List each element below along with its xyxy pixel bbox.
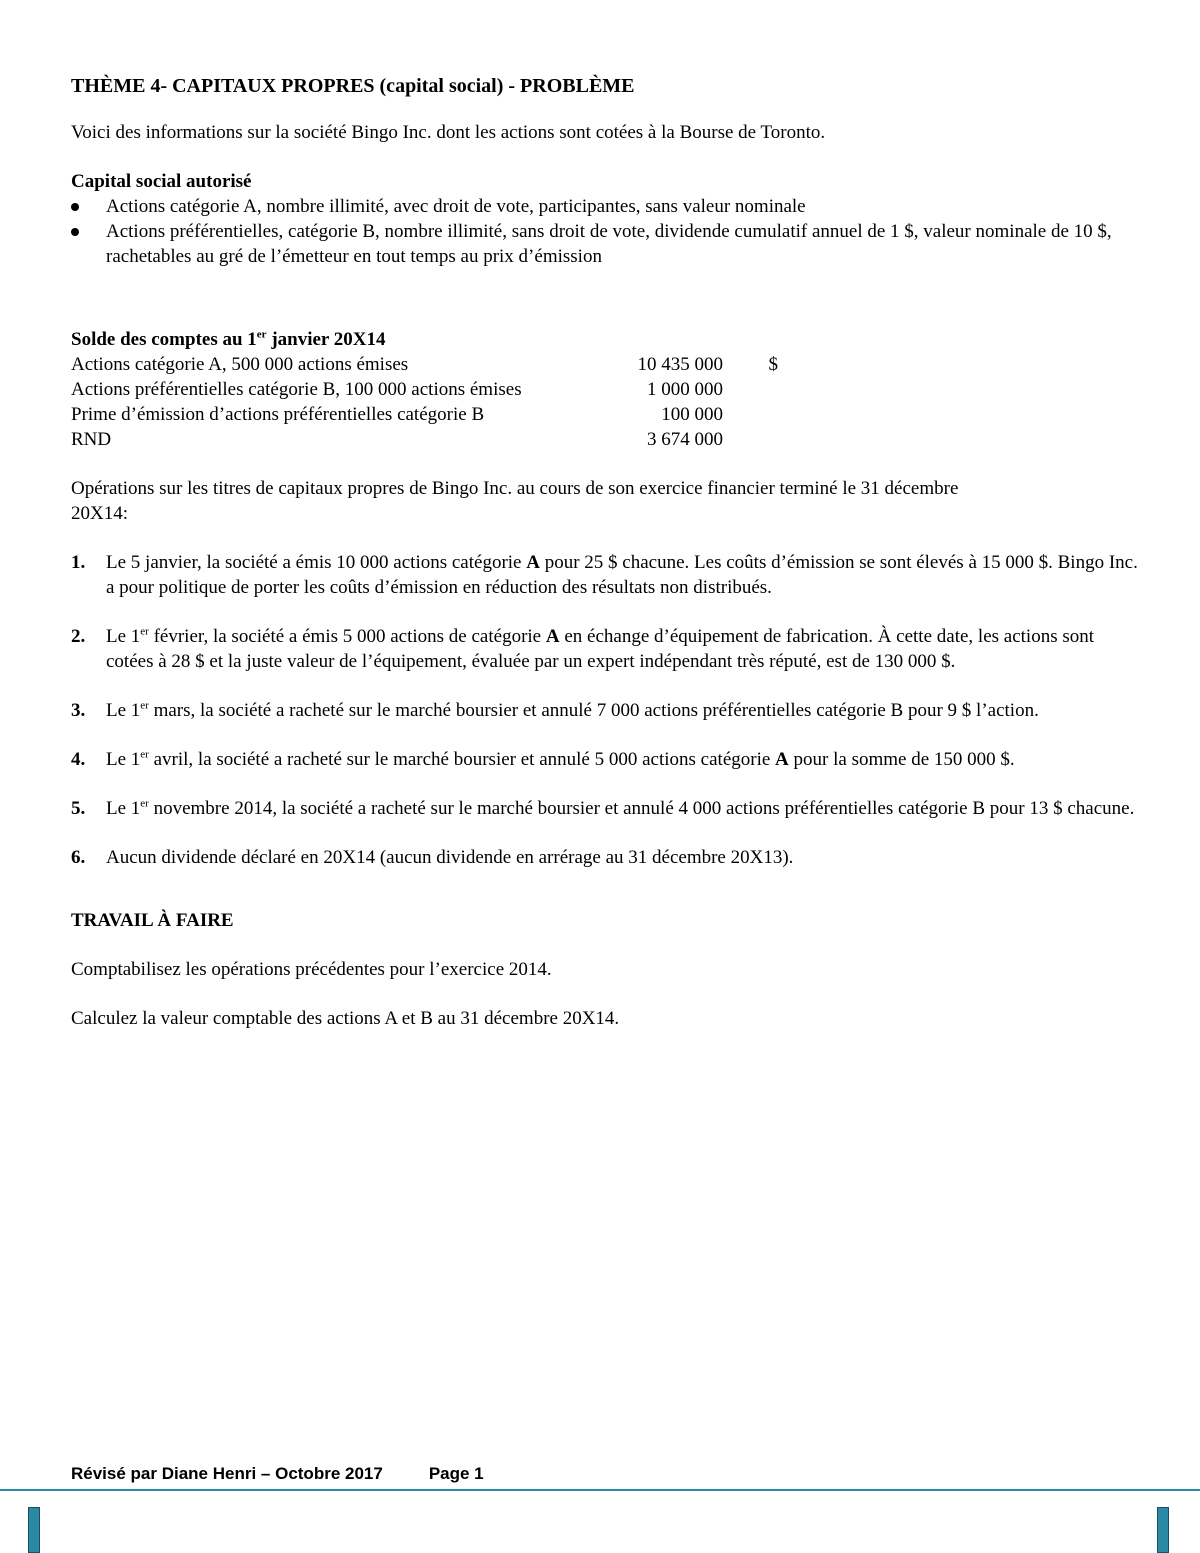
operation-item: [71, 698, 1141, 723]
operation-item: [71, 845, 1141, 870]
document-page: [71, 72, 1141, 1031]
operations-list: [71, 550, 1141, 870]
operation-item: [71, 796, 1141, 821]
bullet-icon: [71, 203, 79, 211]
operation-number: 2.: [71, 626, 86, 647]
operation-number: 1.: [71, 552, 86, 573]
currency-cell: [723, 402, 778, 427]
operation-number: 5.: [71, 798, 86, 819]
operation-item: [71, 624, 1141, 674]
list-item: [71, 219, 1141, 269]
currency-cell: [723, 377, 778, 402]
account-balances-table: [71, 352, 778, 452]
operation-text: Le 1er février, la société a émis 5 000 actions de catégorie A en échange d’équipement de fabrication. À cette date, les actions sont cotées à 28 $ et la juste valeur de l’équipement, évaluée par un expert indépendant très réputé, est de 130 000 $.: [106, 625, 1095, 672]
table-row: [71, 352, 778, 377]
task-item: Comptabilisez les opérations précédentes pour l’exercice 2014.: [71, 959, 552, 980]
list-item: [71, 194, 1141, 219]
account-balances-heading: [71, 327, 1141, 352]
account-amount: 100 000: [661, 404, 723, 425]
table-row: [71, 377, 778, 402]
operation-item: [71, 550, 1141, 600]
task-item: Calculez la valeur comptable des actions A et B au 31 décembre 20X14.: [71, 1008, 620, 1029]
operation-text: Le 1er novembre 2014, la société a racheté sur le marché boursier et annulé 4 000 actions préférentielles catégorie B pour 13 $ chacune.: [106, 797, 1135, 819]
account-label: RND: [71, 429, 112, 450]
operation-text: Aucun dividende déclaré en 20X14 (aucun dividende en arrérage au 31 décembre 20X13).: [106, 847, 794, 868]
bullet-icon: [71, 228, 79, 236]
footer-decoration-left: [28, 1507, 40, 1553]
operations-intro: Opérations sur les titres de capitaux propres de Bingo Inc. au cours de son exercice financier terminé le 31 décembre 20X14:: [71, 478, 959, 524]
table-row: [71, 402, 778, 427]
document-title: THÈME 4- CAPITAUX PROPRES (capital social) - PROBLÈME: [71, 75, 635, 97]
operation-text: Le 5 janvier, la société a émis 10 000 actions catégorie A pour 25 $ chacune. Les coûts d’émission se sont élevés à 15 000 $. Bingo Inc. a pour politique de porter les coûts d’émission en réduction des résultats non distribués.: [106, 552, 1138, 598]
operation-number: 3.: [71, 700, 86, 721]
footer-decoration-right: [1157, 1507, 1169, 1553]
operation-item: [71, 747, 1141, 772]
account-amount: 10 435 000: [637, 354, 723, 375]
account-label: Actions catégorie A, 500 000 actions émises: [71, 354, 409, 375]
table-row: [71, 427, 778, 452]
task-heading: TRAVAIL À FAIRE: [71, 910, 234, 931]
operation-number: 6.: [71, 847, 86, 868]
currency-symbol: $: [768, 354, 778, 375]
heading-superscript: er: [256, 328, 267, 341]
authorized-capital-list: [71, 194, 1141, 269]
heading-suffix: janvier 20X14: [266, 329, 386, 350]
account-amount: 3 674 000: [647, 429, 723, 450]
intro-paragraph: Voici des informations sur la société Bingo Inc. dont les actions sont cotées à la Bourse de Toronto.: [71, 122, 826, 143]
operation-text: Le 1er mars, la société a racheté sur le marché boursier et annulé 7 000 actions préférentielles catégorie B pour 9 $ l’action.: [106, 699, 1039, 721]
footer-divider: [0, 1489, 1200, 1491]
currency-cell: [723, 427, 778, 452]
footer-page-number: Page 1: [428, 1464, 484, 1483]
account-balances-section: [71, 327, 1141, 452]
page-footer: [71, 1461, 484, 1486]
heading-prefix: Solde des comptes au 1: [71, 329, 257, 350]
account-label: Actions préférentielles catégorie B, 100 000 actions émises: [71, 379, 522, 400]
operation-text: Le 1er avril, la société a racheté sur le marché boursier et annulé 5 000 actions catégorie A pour la somme de 150 000 $.: [106, 748, 1015, 770]
account-amount: 1 000 000: [647, 379, 723, 400]
footer-revision: Révisé par Diane Henri – Octobre 2017: [71, 1464, 383, 1483]
operation-number: 4.: [71, 749, 86, 770]
account-label: Prime d’émission d’actions préférentielles catégorie B: [71, 404, 485, 425]
list-item-text: Actions catégorie A, nombre illimité, avec droit de vote, participantes, sans valeur nominale: [106, 196, 806, 217]
authorized-capital-heading: Capital social autorisé: [71, 171, 252, 192]
list-item-text: Actions préférentielles, catégorie B, nombre illimité, sans droit de vote, dividende cumulatif annuel de 1 $, valeur nominale de 10 $, rachetables au gré de l’émetteur en tout temps au prix d’émission: [106, 221, 1112, 267]
